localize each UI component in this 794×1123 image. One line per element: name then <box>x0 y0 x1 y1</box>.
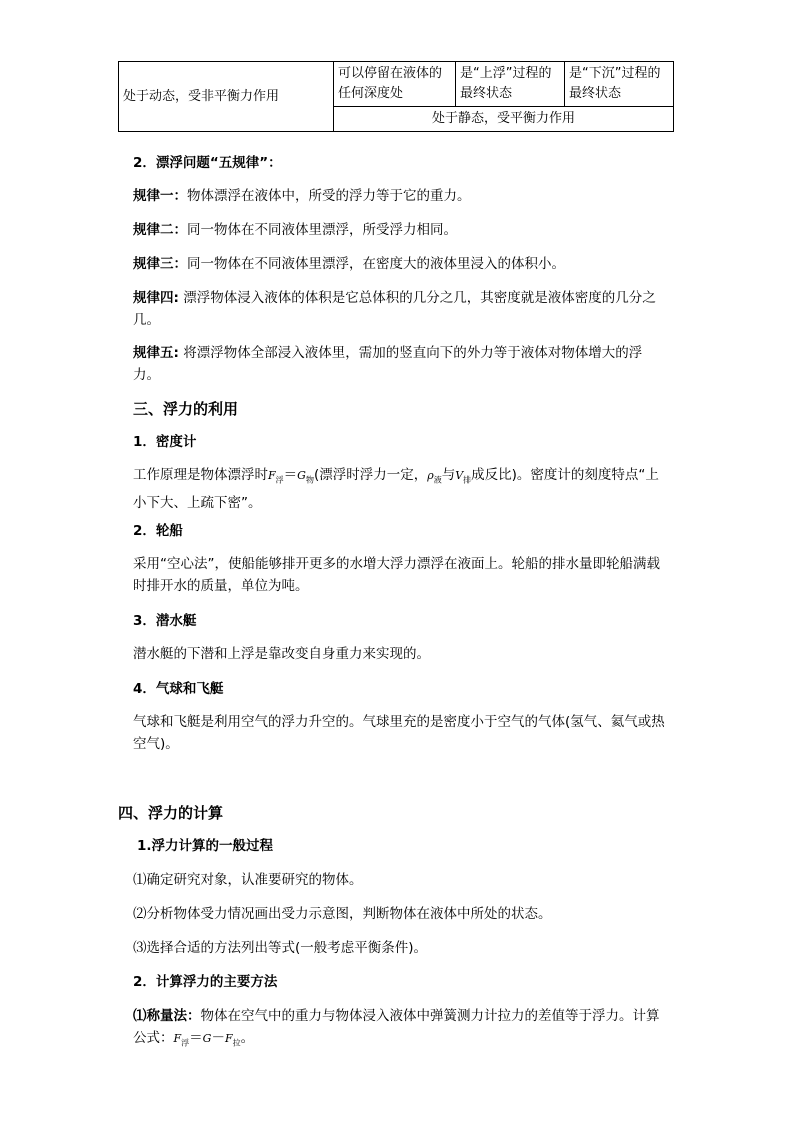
rule-paragraph <box>133 219 669 241</box>
formula-symbol: F <box>224 1032 233 1045</box>
rule-label: 规律三： <box>133 256 187 272</box>
text: 工作原理是物体漂浮时 <box>133 467 268 483</box>
formula-symbol: G <box>202 1032 212 1045</box>
subscript: 浮 <box>275 475 284 485</box>
section-heading: 2．漂浮问题“五规律”： <box>133 155 282 171</box>
rule-label: 规律四: <box>133 290 179 306</box>
subscript: 物 <box>305 475 314 485</box>
paragraph <box>133 1005 669 1055</box>
table-cell: 可以停留在液体的任何深度处 <box>334 62 456 107</box>
paragraph: 潜水艇的下潜和上浮是靠改变自身重力来实现的。 <box>133 646 430 662</box>
formula-symbol: V <box>455 469 464 482</box>
subscript: 排 <box>463 475 472 485</box>
subsection-heading: 2．轮船 <box>133 523 183 539</box>
text: ＝ <box>189 1030 203 1046</box>
formula-symbol: ρ <box>427 469 434 482</box>
rule-text: 物体漂浮在液体中，所受的浮力等于它的重力。 <box>187 188 471 204</box>
subsection-heading: 3．潜水艇 <box>133 613 197 629</box>
step-item: ⑴确定研究对象，认准要研究的物体。 <box>133 872 363 888</box>
method-label: ⑴称量法： <box>133 1008 201 1024</box>
subscript: 拉 <box>232 1038 241 1048</box>
text: － <box>211 1030 225 1046</box>
text: (漂浮时浮力一定， <box>313 467 428 483</box>
rule-paragraph <box>133 342 669 386</box>
formula-symbol: G <box>297 469 306 482</box>
rule-paragraph <box>133 253 669 275</box>
step-item: ⑶选择合适的方法列出等式(一般考虑平衡条件)。 <box>133 940 428 956</box>
table-row <box>119 62 674 107</box>
subsection-heading: 1.浮力计算的一般过程 <box>137 838 274 854</box>
rule-text: 将漂浮物体全部浸入液体里，需加的竖直向下的外力等于液体对物体增大的浮力。 <box>133 345 643 383</box>
subsection-heading: 2．计算浮力的主要方法 <box>133 974 278 990</box>
text: 成反比)。密度计的刻度特点“上小下大、上疏下密”。 <box>133 467 659 511</box>
rule-label: 规律一： <box>133 188 187 204</box>
rule-paragraph <box>133 185 669 207</box>
text: 。 <box>240 1030 255 1046</box>
text: ＝ <box>283 467 298 483</box>
table-cell-merged: 处于静态，受平衡力作用 <box>334 107 674 132</box>
part-title: 三、浮力的利用 <box>133 400 239 418</box>
rule-text: 同一物体在不同液体里漂浮，在密度大的液体里浸入的体积小。 <box>187 256 565 272</box>
formula-symbol: F <box>268 469 276 482</box>
table-cell: 处于动态，受非平衡力作用 <box>119 62 334 132</box>
table-cell: 是“下沉”过程的最终状态 <box>565 62 674 107</box>
rule-label: 规律二： <box>133 222 187 238</box>
rule-text: 漂浮物体浸入液体的体积是它总体积的几分之几，其密度就是液体密度的几分之几。 <box>133 290 656 328</box>
subscript: 浮 <box>181 1038 190 1048</box>
text: 物体在空气中的重力与物体浸入液体中弹簧测力计拉力的差值等于浮力。计算公式： <box>133 1008 660 1046</box>
rule-label: 规律五: <box>133 345 179 361</box>
formula-symbol: F <box>173 1032 182 1045</box>
subsection-heading: 4．气球和飞艇 <box>133 681 224 697</box>
subscript: 液 <box>433 475 442 485</box>
paragraph: 气球和飞艇是利用空气的浮力升空的。气球里充的是密度小于空气的气体(氢气、氦气或热空气)。 <box>133 714 665 752</box>
part-title: 四、浮力的计算 <box>118 804 224 822</box>
subsection-heading: 1．密度计 <box>133 434 197 450</box>
paragraph: 采用“空心法”，使船能够排开更多的水增大浮力漂浮在液面上。轮船的排水量即轮船满载时排开水的质量，单位为吨。 <box>133 556 660 594</box>
paragraph <box>133 464 669 514</box>
text: 与 <box>441 467 456 483</box>
state-comparison-table <box>118 61 674 132</box>
step-item: ⑵分析物体受力情况画出受力示意图，判断物体在液体中所处的状态。 <box>133 906 552 922</box>
rule-paragraph <box>133 287 669 331</box>
rule-text: 同一物体在不同液体里漂浮，所受浮力相同。 <box>187 222 457 238</box>
table-cell: 是“上浮”过程的最终状态 <box>456 62 565 107</box>
